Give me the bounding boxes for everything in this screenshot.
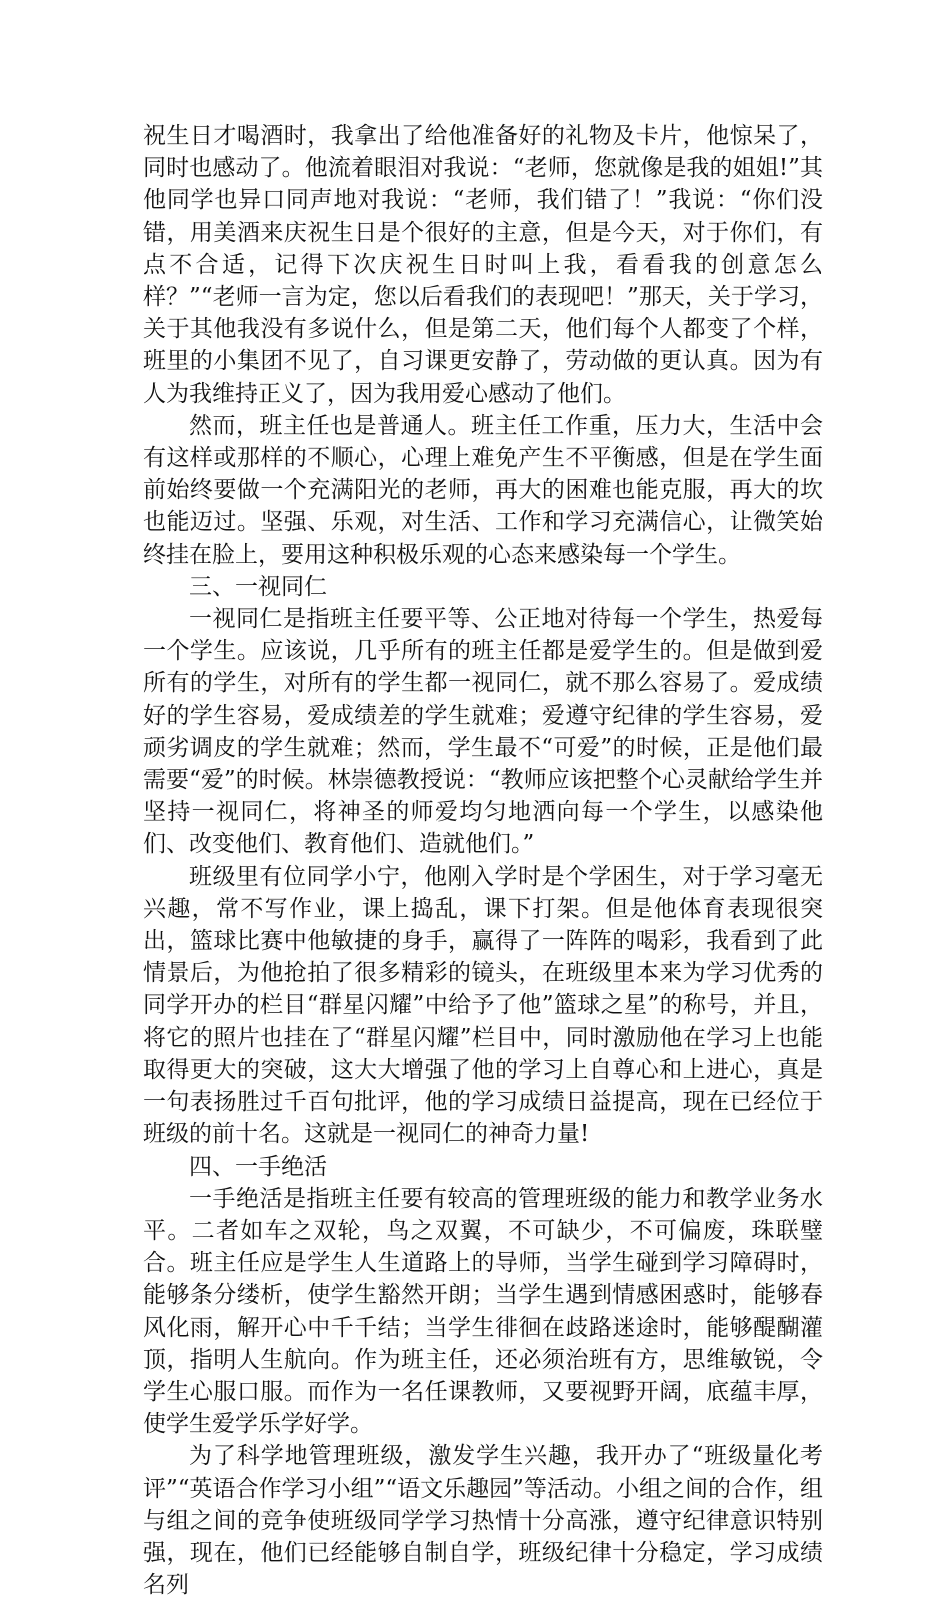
paragraph-equal-treatment: 一视同仁是指班主任要平等、公正地对待每一个学生，热爱每一个学生。应该说，几乎所有的班主任都是爱学生的。但是做到爱所有的学生，对所有的学生都一视同仁，就不那么容易了。爱成绩好的学生容易，爱成绩差的学生就难；爱遵守纪律的学生容易，爱顽劣调皮的学生就难；然而，学生最不“可爱”的时候，正是他们最需要“爱”的时候。林崇德教授说：“教师应该把整个心灵献给学生并坚持一视同仁，将神圣的师爱均匀地洒向每一个学生，以感染他们、改变他们、教育他们、造就他们。” (143, 606, 823, 858)
paragraph-birthday-story: 祝生日才喝酒时，我拿出了给他准备好的礼物及卡片，他惊呆了，同时也感动了。他流着眼泪对我说：“老师，您就像是我的姐姐!”其他同学也异口同声地对我说：“老师，我们错了！”我说：“你们没错，用美酒来庆祝生日是个很好的主意，但是今天，对于你们，有点不合适，记得下次庆祝生日时叫上我，看看我的创意怎么样？”“老师一言为定，您以后看我们的表现吧！”那天，关于学习，关于其他我没有多说什么，但是第二天，他们每个人都变了个样，班里的小集团不见了，自习课更安静了，劳动做的更认真。因为有人为我维持正义了，因为我用爱心感动了他们。 (143, 123, 823, 407)
paragraph-special-skill: 一手绝活是指班主任要有较高的管理班级的能力和教学业务水平。二者如车之双轮，鸟之双翼，不可缺少，不可偏废，珠联璧合。班主任应是学生人生道路上的导师，当学生碰到学习障碍时，能够条分缕析，使学生豁然开朗；当学生遇到情感困惑时，能够春风化雨，解开心中千千结；当学生徘徊在歧路迷途时，能够醍醐灌顶，指明人生航向。作为班主任，还必须治班有方，思维敏锐，令学生心服口服。而作为一名任课教师，又要视野开阔，底蕴丰厚，使学生爱学乐学好学。 (143, 1185, 823, 1438)
paragraph-class-management: 为了科学地管理班级，激发学生兴趣，我开办了“班级量化考评”“英语合作学习小组”“语文乐趣园”等活动。小组之间的合作，组与组之间的竞争使班级同学学习热情十分高涨，遵守纪律意识特别强，现在，他们已经能够自制自学，班级纪律十分稳定，学习成绩名列 (143, 1443, 823, 1599)
paragraph-xiaoning-story: 班级里有位同学小宁，他刚入学时是个学困生，对于学习毫无兴趣，常不写作业，课上捣乱，课下打架。但是他体育表现很突出，篮球比赛中他敏捷的身手，赢得了一阵阵的喝彩，我看到了此情景后，为他抢拍了很多精彩的镜头，在班级里本来为学习优秀的同学开办的栏目“群星闪耀”中给予了他”篮球之星”的称号，并且，将它的照片也挂在了“群星闪耀”栏目中，同时激励他在学习上也能取得更大的突破，这大大增强了他的学习上自尊心和上进心，真是一句表扬胜过千百句批评，他的学习成绩日益提高，现在已经位于班级的前十名。这就是一视同仁的神奇力量! (143, 863, 823, 1148)
section-heading-special-skill: 四、一手绝活 (189, 1153, 327, 1180)
paragraph-teacher-attitude: 然而，班主任也是普通人。班主任工作重，压力大，生活中会有这样或那样的不顺心，心理上难免产生不平衡感，但是在学生面前始终要做一个充满阳光的老师，再大的困难也能克服，再大的坎也能迈过。坚强、乐观，对生活、工作和学习充满信心，让微笑始终挂在脸上，要用这种积极乐观的心态来感染每一个学生。 (143, 412, 823, 568)
document-page (143, 120, 823, 1601)
section-heading-equal-treatment: 三、一视同仁 (189, 573, 327, 600)
